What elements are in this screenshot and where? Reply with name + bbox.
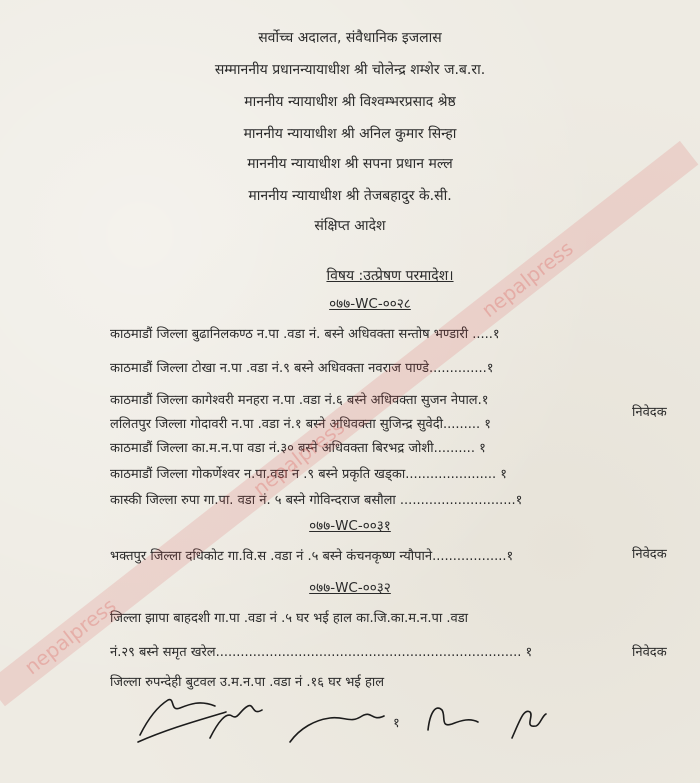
petitioner-label-3: निवेदक xyxy=(632,645,667,660)
subject-line: विषय :उत्प्रेषण परमादेश। xyxy=(326,268,454,284)
justice-3: माननीय न्यायाधीश श्री सपना प्रधान मल्ल xyxy=(247,156,453,172)
petitioner-entry: काठमाडौं जिल्ला का.म.न.पा वडा नं.३० बस्ने अधिवक्ता बिरभद्र जोशी.......... १ xyxy=(110,441,486,456)
case-number-2: ०७७-WC-००३१ xyxy=(309,518,391,534)
signature-1 xyxy=(138,700,226,742)
case-number-1: ०७७-WC-००२८ xyxy=(329,296,411,312)
watermark-text-3: nepalpress xyxy=(476,236,578,323)
signature-5 xyxy=(512,711,546,738)
chief-justice: सम्माननीय प्रधानन्यायाधीश श्री चोलेन्द्र शम्शेर ज.ब.रा. xyxy=(214,62,486,78)
justice-1: माननीय न्यायाधीश श्री विश्वम्भरप्रसाद श्रेष्ठ xyxy=(244,94,456,110)
court-name: सर्वोच्च अदालत, संवैधानिक इजलास xyxy=(258,30,442,46)
petitioner-entry: जिल्ला रुपन्देही बुटवल उ.म.न.पा .वडा नं .१६ घर भई हाल xyxy=(110,675,385,690)
petitioner-entry: काठमाडौं जिल्ला कागेश्वरी मनहरा न.पा .वडा नं.६ बस्ने अधिवक्ता सुजन नेपाल.१ xyxy=(110,393,489,408)
justice-4: माननीय न्यायाधीश श्री तेजबहादुर के.सी. xyxy=(248,188,452,204)
petitioner-entry: काठमाडौं जिल्ला गोकर्णेश्वर न.पा.वडा न .९ बस्ने प्रकृति खड्का...................... १ xyxy=(110,467,508,482)
petitioner-label-2: निवेदक xyxy=(632,547,667,562)
petitioner-entry: काठमाडौं जिल्ला बुढानिलकण्ठ न.पा .वडा नं. बस्ने अधिवक्ता सन्तोष भण्डारी .....१ xyxy=(110,327,500,342)
signature-2 xyxy=(210,706,262,738)
petitioner-entry: जिल्ला झापा बाहदशी गा.पा .वडा नं .५ घर भई हाल का.जि.का.म.न.पा .वडा xyxy=(110,611,469,626)
petitioner-entry: भक्तपुर जिल्ला दधिकोट गा.वि.स .वडा नं .५ बस्ने कंचनकृष्ण न्यौपाने..................१ xyxy=(110,549,514,564)
watermark-text-2: nepalpress xyxy=(248,414,350,501)
signature-3 xyxy=(290,714,384,742)
signature-4 xyxy=(428,708,478,730)
petitioner-entry: काठमाडौं जिल्ला टोखा न.पा .वडा नं.९ बस्ने अधिवक्ता नवराज पाण्डे..............१ xyxy=(110,361,494,376)
petitioner-entry: ललितपुर जिल्ला गोदावरी न.पा .वडा नं.१ बस्ने अधिवक्ता सुजिन्द्र सुवेदी......... १ xyxy=(110,417,492,432)
petitioner-entry: नं.२९ बस्ने समृत खरेल.......................................................................... १ xyxy=(110,645,533,660)
signature-mark: १ xyxy=(393,716,400,731)
petitioner-label-1: निवेदक xyxy=(632,405,667,420)
order-type: संक्षिप्त आदेश xyxy=(314,218,386,234)
case-number-3: ०७७-WC-००३२ xyxy=(309,580,391,596)
petitioner-entry: कास्की जिल्ला रुपा गा.पा. वडा नं. ५ बस्ने गोविन्दराज बसौला ............................१ xyxy=(110,493,523,508)
justice-2: माननीय न्यायाधीश श्री अनिल कुमार सिन्हा xyxy=(243,126,457,142)
watermark-text-1: nepalpress xyxy=(19,593,121,680)
